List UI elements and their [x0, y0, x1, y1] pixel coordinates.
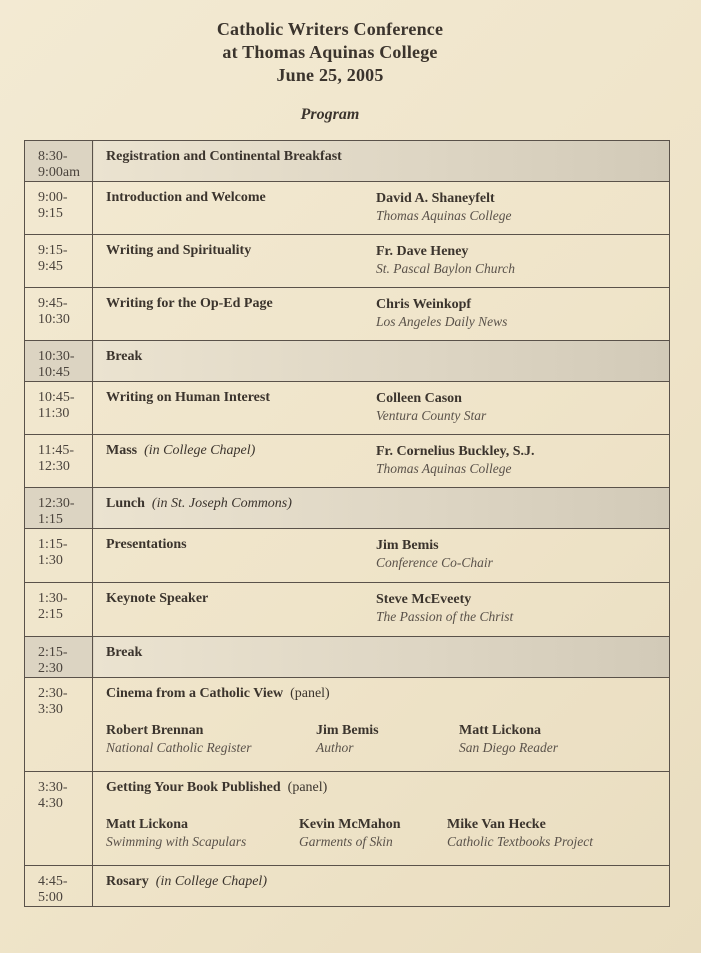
speaker-name: Kevin McMahon [299, 817, 401, 832]
speaker-affiliation: Author [316, 740, 354, 755]
session-title: Break [106, 645, 143, 660]
row-time: 1:15-1:30 [25, 529, 93, 583]
session-title: Writing for the Op-Ed Page [106, 296, 273, 311]
session-title: Introduction and Welcome [106, 190, 266, 205]
conference-venue: at Thomas Aquinas College [222, 42, 438, 62]
row-time: 9:45-10:30 [25, 288, 93, 341]
speaker-name: Jim Bemis [316, 723, 379, 738]
schedule-table [24, 140, 670, 907]
schedule-row [25, 678, 670, 772]
speaker-name: David A. Shaneyfelt [376, 191, 495, 206]
schedule-row [25, 288, 670, 341]
row-time: 3:30-4:30 [25, 772, 93, 866]
panelist-list [106, 722, 669, 756]
session-title: Registration and Continental Breakfast [106, 149, 342, 164]
session-title: Presentations [106, 537, 187, 552]
session-title: Writing and Spirituality [106, 243, 252, 258]
panelist [447, 816, 657, 850]
speaker-affiliation: Garments of Skin [299, 834, 393, 849]
row-time: 1:30-2:15 [25, 583, 93, 637]
schedule-row [25, 772, 670, 866]
speaker-name: Colleen Cason [376, 391, 462, 406]
speaker-name: Robert Brennan [106, 723, 204, 738]
row-time: 4:45-5:00 [25, 866, 93, 907]
row-time: 2:15-2:30 [25, 637, 93, 678]
speaker-affiliation: Thomas Aquinas College [376, 208, 512, 223]
session-title: Lunch [106, 496, 145, 511]
speaker-affiliation: Los Angeles Daily News [376, 314, 508, 329]
speaker-affiliation: National Catholic Register [106, 740, 252, 755]
session-title: Getting Your Book Published [106, 780, 281, 795]
speaker-affiliation: St. Pascal Baylon Church [376, 261, 515, 276]
panel-tag: (panel) [287, 780, 328, 795]
speaker-name: Mike Van Hecke [447, 817, 546, 832]
conference-title: Catholic Writers Conference [216, 19, 444, 39]
panelist [299, 816, 447, 850]
schedule-row [25, 182, 670, 235]
session-title: Cinema from a Catholic View [106, 686, 284, 701]
speaker-affiliation: The Passion of the Christ [376, 609, 514, 624]
session-title: Break [106, 349, 143, 364]
schedule-row [25, 488, 670, 529]
schedule-row [25, 382, 670, 435]
session-title: Mass [106, 443, 138, 458]
panelist [316, 722, 459, 756]
panelist-list [106, 816, 669, 850]
schedule-row [25, 435, 670, 488]
document-header [0, 18, 660, 87]
program-heading: Program [300, 106, 360, 123]
speaker-name: Steve McEveety [376, 592, 472, 607]
row-time: 9:00-9:15 [25, 182, 93, 235]
row-time: 2:30-3:30 [25, 678, 93, 772]
location-note: (in St. Joseph Commons) [151, 496, 292, 511]
row-time: 11:45-12:30 [25, 435, 93, 488]
schedule-row [25, 235, 670, 288]
row-time: 10:45-11:30 [25, 382, 93, 435]
row-time: 8:30-9:00am [25, 141, 93, 182]
speaker-affiliation: Conference Co-Chair [376, 555, 493, 570]
speaker-affiliation: San Diego Reader [459, 740, 558, 755]
schedule-row [25, 583, 670, 637]
speaker-name: Chris Weinkopf [376, 297, 472, 312]
speaker-name: Matt Lickona [459, 723, 542, 738]
row-time: 9:15-9:45 [25, 235, 93, 288]
session-title: Writing on Human Interest [106, 390, 270, 405]
speaker-affiliation: Catholic Textbooks Project [447, 834, 593, 849]
conference-date: June 25, 2005 [276, 65, 384, 85]
speaker-name: Jim Bemis [376, 538, 439, 553]
row-time: 12:30-1:15 [25, 488, 93, 529]
speaker-affiliation: Swimming with Scapulars [106, 834, 247, 849]
schedule-row [25, 341, 670, 382]
session-title: Rosary [106, 874, 149, 889]
schedule-row [25, 866, 670, 907]
location-note: (in College Chapel) [144, 443, 256, 458]
location-note: (in College Chapel) [155, 874, 267, 889]
speaker-affiliation: Ventura County Star [376, 408, 487, 423]
schedule-row [25, 141, 670, 182]
session-title: Keynote Speaker [106, 591, 209, 606]
panel-tag: (panel) [290, 686, 330, 701]
schedule-row [25, 529, 670, 583]
schedule-row [25, 637, 670, 678]
speaker-name: Matt Lickona [106, 817, 189, 832]
panelist [106, 816, 299, 850]
speaker-name: Fr. Dave Heney [376, 244, 469, 259]
panelist [459, 722, 669, 756]
row-time: 10:30-10:45 [25, 341, 93, 382]
speaker-affiliation: Thomas Aquinas College [376, 461, 512, 476]
speaker-name: Fr. Cornelius Buckley, S.J. [376, 444, 535, 459]
panelist [106, 722, 316, 756]
